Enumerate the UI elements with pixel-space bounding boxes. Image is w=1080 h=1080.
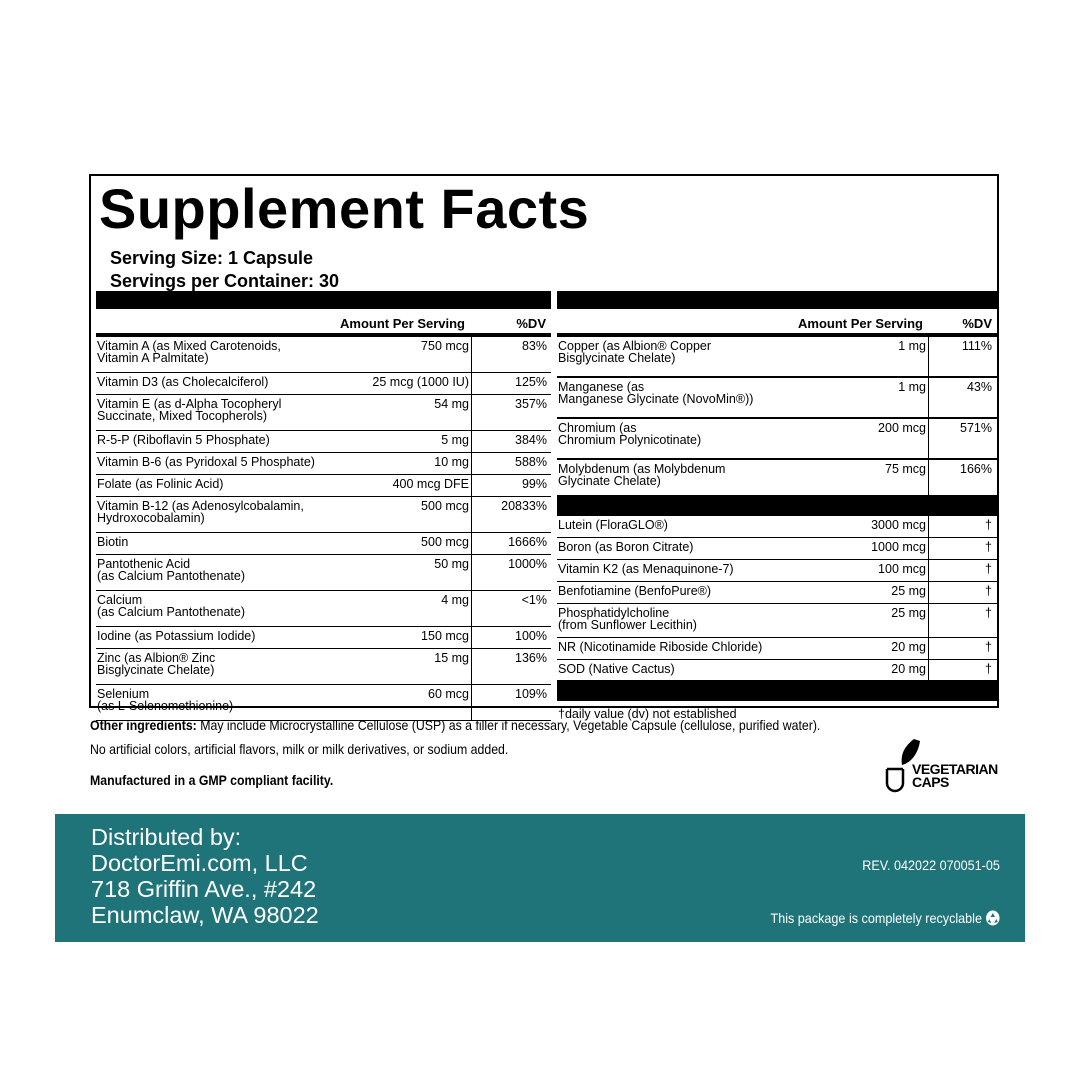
- nutrient-amount: 20 mg: [891, 662, 926, 676]
- nutrient-dv: †: [985, 662, 992, 676]
- supplement-facts-panel: [89, 174, 999, 721]
- nutrient-name: Vitamin D3 (as Cholecalciferol): [97, 375, 269, 389]
- nutrient-dv: 1666%: [508, 535, 547, 549]
- nutrient-name: Calcium (as Calcium Pantothenate): [97, 593, 245, 619]
- recycle-icon: [986, 910, 1000, 926]
- other-ingredients-label: Other ingredients:: [90, 717, 197, 733]
- nutrient-dv: 384%: [515, 433, 547, 447]
- nutrient-dv: <1%: [521, 593, 547, 607]
- nutrient-row: [96, 373, 551, 395]
- no-artificial-note: No artificial colors, artificial flavors, milk or milk derivatives, or sodium added.: [90, 741, 509, 757]
- nutrient-name: Boron (as Boron Citrate): [558, 540, 694, 554]
- nutrient-amount: 15 mg: [434, 651, 469, 665]
- nutrient-amount: 1000 mcg: [871, 540, 926, 554]
- nutrient-name: Vitamin B-6 (as Pyridoxal 5 Phosphate): [97, 455, 315, 469]
- nutrient-row: [96, 453, 551, 475]
- nutrient-dv: 136%: [515, 651, 547, 665]
- nutrient-amount: 75 mcg: [885, 462, 926, 476]
- section-divider-bar: [557, 681, 998, 701]
- nutrient-row: [96, 533, 551, 555]
- nutrient-name: Vitamin K2 (as Menaquinone-7): [558, 562, 734, 576]
- nutrient-name: Folate (as Folinic Acid): [97, 477, 224, 491]
- nutrient-row: [557, 660, 998, 681]
- nutrient-dv: 83%: [521, 339, 547, 353]
- nutrient-row: [96, 555, 551, 591]
- nutrient-row: [96, 685, 551, 721]
- other-ingredients-text: May include Microcrystalline Cellulose (USP) as a filler if necessary, Vegetable Capsule (cellulose, purified water).: [196, 717, 821, 733]
- nutrient-name: Vitamin B-12 (as Adenosylcobalamin, Hydroxocobalamin): [97, 499, 304, 525]
- nutrient-dv: 100%: [515, 629, 547, 643]
- nutrient-amount: 20 mg: [891, 640, 926, 654]
- nutrient-dv: 43%: [966, 380, 992, 394]
- other-ingredients: [90, 717, 820, 733]
- nutrient-name: Vitamin E (as d-Alpha Tocopheryl Succinate, Mixed Tocopherols): [97, 397, 282, 423]
- dv-header: %DV: [516, 316, 546, 331]
- nutrient-amount: 60 mcg: [428, 687, 469, 701]
- nutrient-amount: 4 mg: [441, 593, 469, 607]
- header-bar: [96, 291, 551, 309]
- distributor-line3: 718 Griffin Ave., #242: [91, 876, 317, 902]
- vegetarian-line1: VEGETARIAN: [912, 761, 998, 777]
- distributor-line4: Enumclaw, WA 98022: [91, 902, 319, 928]
- vegetarian-caps-label: [912, 763, 998, 789]
- nutrient-dv: 111%: [961, 339, 992, 353]
- nutrient-row: [557, 538, 998, 560]
- nutrient-amount: 54 mg: [434, 397, 469, 411]
- gmp-note: Manufactured in a GMP compliant facility.: [90, 772, 334, 788]
- amount-header: Amount Per Serving: [798, 316, 923, 331]
- nutrient-name: Iodine (as Potassium Iodide): [97, 629, 256, 643]
- nutrient-dv: 99%: [521, 477, 547, 491]
- right-column: [557, 291, 998, 721]
- nutrient-amount: 50 mg: [434, 557, 469, 571]
- nutrient-amount: 3000 mcg: [871, 518, 926, 532]
- right-header: [557, 309, 998, 337]
- revision-code: REV. 042022 070051-05: [862, 857, 1000, 873]
- nutrient-name: Benfotiamine (BenfoPure®): [558, 584, 712, 598]
- nutrient-amount: 25 mcg (1000 IU): [372, 375, 469, 389]
- nutrient-row: [96, 337, 551, 373]
- nutrient-row: [96, 395, 551, 431]
- nutrient-amount: 500 mcg: [421, 535, 469, 549]
- nutrient-row: [557, 419, 998, 460]
- nutrient-row: [557, 378, 998, 419]
- nutrient-name: Phosphatidylcholine (from Sunflower Lecithin): [558, 606, 697, 632]
- nutrient-dv: †: [985, 640, 992, 654]
- nutrient-row: [96, 431, 551, 453]
- distributor-line1: Distributed by:: [91, 824, 242, 850]
- distributor-line2: DoctorEmi.com, LLC: [91, 850, 308, 876]
- nutrient-amount: 400 mcg DFE: [392, 477, 469, 491]
- vegetarian-line2: CAPS: [912, 774, 949, 790]
- nutrient-amount: 25 mg: [891, 606, 926, 620]
- nutrient-name: Chromium (as Chromium Polynicotinate): [558, 421, 702, 447]
- nutrient-row: [96, 475, 551, 497]
- nutrient-row: [96, 497, 551, 533]
- servings-per-container: Servings per Container: 30: [110, 271, 340, 291]
- nutrient-dv: 588%: [515, 455, 547, 469]
- nutrient-dv: †: [985, 518, 992, 532]
- panel-title: Supplement Facts: [99, 177, 590, 240]
- left-column: [96, 291, 551, 721]
- nutrient-row: [96, 627, 551, 649]
- nutrient-dv: 357%: [515, 397, 547, 411]
- nutrient-row: [557, 560, 998, 582]
- recyclable-text: This package is completely recyclable: [770, 910, 982, 926]
- nutrient-dv: †: [985, 584, 992, 598]
- nutrient-name: NR (Nicotinamide Riboside Chloride): [558, 640, 763, 654]
- distributor-band: [55, 814, 1025, 942]
- recyclable-note: [771, 910, 1001, 926]
- nutrient-name: Pantothenic Acid (as Calcium Pantothenate): [97, 557, 245, 583]
- nutrient-row: [557, 604, 998, 638]
- nutrient-row: [557, 337, 998, 378]
- nutrient-name: R-5-P (Riboflavin 5 Phosphate): [97, 433, 270, 447]
- section-divider-bar: [557, 496, 998, 516]
- nutrient-dv: 20833%: [501, 499, 547, 513]
- nutrient-amount: 150 mcg: [421, 629, 469, 643]
- nutrient-amount: 5 mg: [441, 433, 469, 447]
- nutrient-amount: 10 mg: [434, 455, 469, 469]
- nutrient-name: Zinc (as Albion® Zinc Bisglycinate Chelate): [97, 651, 216, 677]
- nutrient-row: [557, 516, 998, 538]
- nutrient-amount: 750 mcg: [421, 339, 469, 353]
- nutrient-name: Lutein (FloraGLO®): [558, 518, 668, 532]
- nutrient-name: Manganese (as Manganese Glycinate (NovoMin®)): [558, 380, 754, 406]
- nutrient-dv: 1000%: [508, 557, 547, 571]
- nutrient-name: Selenium (as L-Selenomethionine): [97, 687, 234, 713]
- nutrient-name: SOD (Native Cactus): [558, 662, 675, 676]
- nutrient-amount: 500 mcg: [421, 499, 469, 513]
- distributor-info: [91, 824, 319, 928]
- nutrient-name: Molybdenum (as Molybdenum Glycinate Chelate): [558, 462, 726, 488]
- nutrient-name: Copper (as Albion® Copper Bisglycinate Chelate): [558, 339, 712, 365]
- nutrient-amount: 200 mcg: [878, 421, 926, 435]
- nutrient-amount: 100 mcg: [878, 562, 926, 576]
- nutrient-dv: †: [985, 562, 992, 576]
- serving-size: Serving Size: 1 Capsule: [110, 248, 314, 268]
- nutrient-amount: 25 mg: [891, 584, 926, 598]
- dv-header: %DV: [962, 316, 992, 331]
- amount-header: Amount Per Serving: [340, 316, 465, 331]
- nutrient-row: [96, 649, 551, 685]
- left-header: [96, 309, 551, 337]
- nutrient-dv: 571%: [960, 421, 992, 435]
- nutrient-row: [557, 582, 998, 604]
- nutrient-dv: 109%: [515, 687, 547, 701]
- nutrient-amount: 1 mg: [898, 339, 926, 353]
- header-bar: [557, 291, 998, 309]
- nutrient-row: [557, 460, 998, 496]
- nutrient-dv: †: [985, 606, 992, 620]
- nutrient-name: Biotin: [97, 535, 129, 549]
- nutrient-dv: 125%: [515, 375, 547, 389]
- nutrient-dv: 166%: [960, 462, 992, 476]
- dv-footnote: †daily value (dv) not established: [558, 707, 737, 721]
- nutrient-amount: 1 mg: [898, 380, 926, 394]
- nutrient-dv: †: [985, 540, 992, 554]
- nutrient-row: [96, 591, 551, 627]
- nutrient-name: Vitamin A (as Mixed Carotenoids, Vitamin A Palmitate): [97, 339, 281, 365]
- nutrient-row: [557, 638, 998, 660]
